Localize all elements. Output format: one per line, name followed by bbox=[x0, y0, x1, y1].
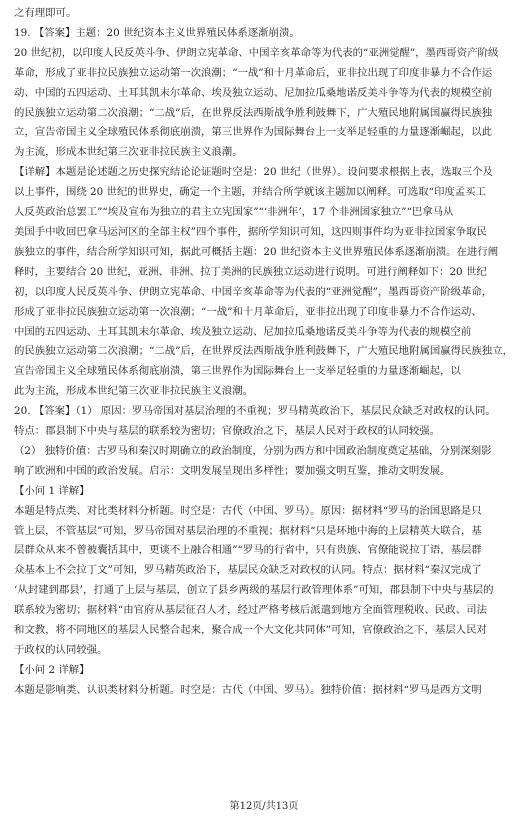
text-line: 20 世纪初，以印度人民反英斗争、伊朗立宪革命、中国辛亥革命等为代表的“亚洲觉醒”，墨西哥资产阶级 bbox=[14, 46, 499, 59]
text-line: 【小问 2 详解】 bbox=[14, 663, 90, 676]
body-text bbox=[14, 4, 514, 701]
text-line: 为主流，形成本世纪第三次亚非拉民族主义浪潮。 bbox=[14, 146, 243, 159]
text-line: 管上层，不管基层”可知，罗马帝国对基层治理的不重视；据材料“只是环地中海的上层精英大联合，基 bbox=[14, 524, 482, 537]
text-line: 本题是特点类、对比类材料分析题。时空是：古代（中国、罗马）。原因：据材料“罗马的治国思路是只 bbox=[14, 504, 482, 517]
text-line: 本题是影响类、认识类材料分析题。时空是：古代（中国、罗马）。独特价值：据材料“罗马是西方文明 bbox=[14, 683, 482, 696]
text-line: 初，以印度人民反英斗争、伊朗立宪革命、中国辛亥革命等为代表的“亚洲觉醒”，墨西哥资产阶级革命， bbox=[14, 285, 493, 298]
text-line: 以上事件，围绕 20 世纪的世界史，确定一个主题，并结合所学就该主题加以阐释。可选取“印度孟买工 bbox=[14, 186, 486, 199]
text-line: 人反英政治总罢工”“埃及宣布为独立的君主立宪国家”“‘非洲年’，17 个非洲国家独立”“巴拿马从 bbox=[14, 206, 454, 219]
text-line: 形成了亚非拉民族独立运动第一次浪潮；“一战”和十月革命后，亚非拉出现了印度非暴力不合作运动、 bbox=[14, 305, 482, 318]
text-line: 层群众从来不曾被囊括其中，更谈不上融合相通”“罗马的行省中，只有贵族、官僚能说拉丁语，基层群 bbox=[14, 544, 482, 557]
text-line: 于政权的认同较强。 bbox=[14, 644, 108, 656]
text-line: 的民族独立运动第二次浪潮；“二战”后，在世界反法西斯战争胜利鼓舞下，广大殖民地附属国赢得民族独 bbox=[14, 106, 493, 119]
text-line: 响了欧洲和中国的政治发展。启示：文明发展呈现出多样性；要加强文明互鉴，推动文明发展。 bbox=[14, 464, 451, 477]
text-line: 美国手中收回巴拿马运河区的全部主权”四个事件，据所学知识可知，这四则事件均为亚非拉国家争取民 bbox=[14, 225, 487, 238]
text-line: 中国的五四运动、土耳其凯末尔革命、埃及独立运动、尼加拉瓜桑地诺反美斗争等为代表的规模空前 bbox=[14, 325, 472, 338]
text-line: 之有理即可。 bbox=[14, 7, 77, 19]
text-line: 特点：郡县制下中央与基层的联系较为密切；官僚政治之下，基层人民对于政权的认同较强。 bbox=[14, 425, 441, 438]
text-line: 动、中国的五四运动、土耳其凯末尔革命、埃及独立运动、尼加拉瓜桑地诺反美斗争等为代表的规模空前 bbox=[14, 86, 492, 99]
text-line: 革命，形成了亚非拉民族独立运动第一次浪潮；“一战”和十月革命后，亚非拉出现了印度非暴力不合作运 bbox=[14, 66, 493, 79]
text-line: 和文教，将不同地区的基层人民整合起来，聚合成一个大文化共同体”可知，官僚政治之下，基层人民对 bbox=[14, 624, 487, 637]
text-line: 族独立的事件，结合所学知识可知，据此可概括主题：20 世纪资本主义世界殖民体系逐渐崩溃。在进行阐 bbox=[14, 245, 499, 258]
page-number: 第12页/共13页 bbox=[229, 801, 299, 812]
text-line: 【小问 1 详解】 bbox=[14, 484, 90, 497]
text-line: （2） 独特价值：古罗马和秦汉时期确立的政治制度，分别为西方和中国政治制度奠定基础，分别深刻影 bbox=[14, 444, 492, 457]
text-line: 19. 【答案】主题：20 世纪资本主义世界殖民体系逐渐崩溃。 bbox=[14, 26, 300, 39]
text-line: 20. 【答案】（1） 原因：罗马帝国对基层治理的不重视；罗马精英政治下，基层民众缺乏对政权的认同。 bbox=[14, 405, 496, 418]
text-line: ‘从封建到郡县’，打通了上层与基层，创立了县乡两级的基层行政管理体系”可知，郡县制下中央与基层的 bbox=[14, 584, 494, 597]
text-line: 立，宣告帝国主义全球殖民体系彻底崩溃，第三世界作为国际舞台上一支举足轻重的力量逐渐崛起，以此 bbox=[14, 126, 492, 139]
text-line: 【详解】本题是论述题之历史探究结论论证题时空是：20 世纪（世界）。设问要求根据上表，选取三个及 bbox=[14, 166, 493, 179]
text-line: 众基本上不会拉丁文”可知，罗马精英政治下，基层民众缺乏对政权的认同。特点：据材料“秦汉完成了 bbox=[14, 564, 482, 577]
text-line: 的民族独立运动第二次浪潮；“二战”后，在世界反法西斯战争胜利鼓舞下，广大殖民地附属国赢得民族独立， bbox=[14, 345, 513, 358]
text-line: 联系较为密切；据材料“由官府从基层征召人才，经过严格考核后派遣到地方全面管理税收、民政、司法 bbox=[14, 604, 487, 617]
text-line: 释时，主要结合 20 世纪，亚洲、非洲、拉丁美洲的民族独立运动进行说明。可进行阐释如下：20 世纪 bbox=[14, 265, 487, 278]
text-line: 此为主流，形成本世纪第三次亚非拉民族主义浪潮。 bbox=[14, 385, 253, 398]
text-line: 宣告帝国主义全球殖民体系彻底崩溃，第三世界作为国际舞台上一支举足轻重的力量逐渐崛起，以 bbox=[14, 365, 461, 378]
